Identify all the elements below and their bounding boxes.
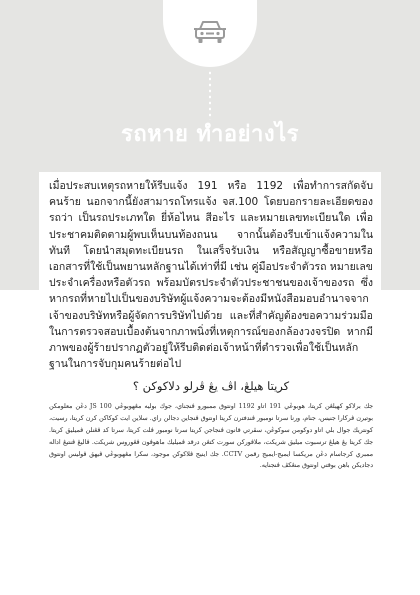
jawi-heading: كريتا هيلڠ، اڤ يڠ ڤرلو دلاكوكن ؟ [132, 379, 290, 394]
car-icon [193, 19, 227, 49]
page-title: รถหาย ทำอย่างไร [121, 122, 299, 147]
icon-badge [163, 0, 257, 67]
content-card [39, 172, 381, 595]
jawi-paragraph: جك برلاكو كهيلڠن كريتا، هوبوڠي 191 اتاو 1192 اونتوق ممبورو ڤنجناي، جوك بوليه مڠهوبوڠي JS 100 دڠن معلومكن بوتيرن ڤركارا جنيس، جنام، ورنا سرتا نومبور ڤندفترن كريتا اونتوق ڤنجاين دجالن راي. سلاين ايت كوكاكن كرن كريتا، رسيت، كونتريك جوال بلي اتاو دوكومن سوكوڠن، سڤرتي قانون ڤنجاجن كريتا سرتا نومبور ڤلت كريتا، سرتا كد ڤڠنلن ڤميليق كريتا. جك كريتا يڠ هيلڠ ترسبوت ميليق شريكت، ملاڤوركن سورت كتڠن درقد ڤميليك ماهوڤون ڤڠوروس شريكت. ڤاليڠ ڤنتيڠ اداله ممبري كرجاسام دڠن مريكسا ايميج-ايميج رقمن CCTV. جك اينيج ڤلاكوكن موجود، سكرا مڠهوبوڠي ڤيهق ڤوليس اونتوق دجاديكن باهن بوقتي اونتوق منڠكڤ ڤنجنايه. [49, 403, 374, 470]
dotted-connector [209, 70, 211, 120]
thai-paragraph: เมื่อประสบเหตุรถหายให้รีบแจ้ง 191 หรือ 1192 เพื่อทำการสกัดจับคนร้าย นอกจากนี้ยังสามารถโทรแจ้ง จส.100 โดยบอกรายละเอียดของรถว่า เป็นรถประเภทใด ยี่ห้อไหน สีอะไร และหมายเลขทะเบียนใด เพื่อประชาคมติดตามผู้พบเห็นบนท้องถนน จากนั้นต้องรีบเข้าแจ้งความในทันที โดยนำสมุดทะเบียนรถ ในเสร็จรับเงิน หรือสัญญาซื้อขายหรือเอกสารที่ใช้เป็นพยานหลักฐานได้เท่าที่มี เช่น คู่มือประจำตัวรถ หมายเลขประจำเครื่องหรือตัวรถ พร้อมบัตรประจำตัวประชาชนของเจ้าของรถ ซึ่งหากรถที่หายไปเป็นของบริษัทผู้แจ้งความจะต้องมีหนังสือมอบอำนาจจากเจ้าของบริษัทหรือผู้จัดการบริษัทไปด้วย และที่สำคัญต้องขอความร่วมมือในการตรวจสอบเบื้องต้นจากภาพนิ่งที่เหตุการณ์ของกล้องวงจรปิด หากมีภาพของผู้ร้ายปรากฏตัวอยู่ให้รีบติดต่อเจ้าหน้าที่ตำรวจเพื่อใช้เป็นหลักฐานในการจับกุมคนร้ายต่อไป [49, 180, 373, 371]
